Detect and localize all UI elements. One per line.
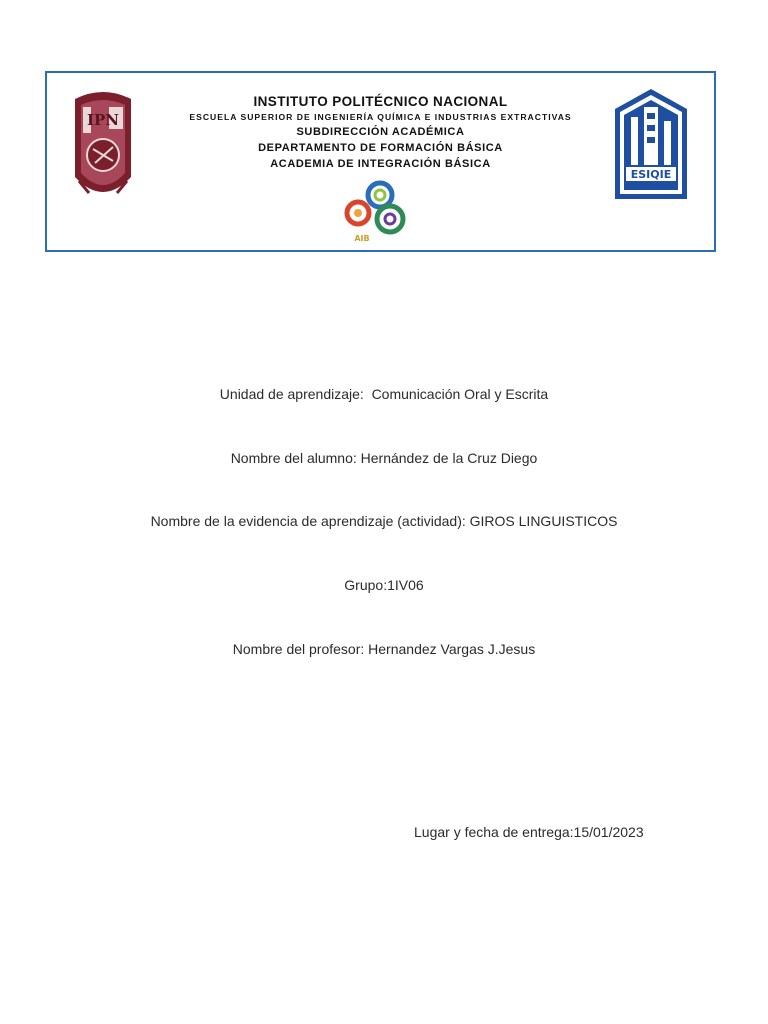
header-text bbox=[147, 93, 614, 172]
department-name: DEPARTAMENTO DE FORMACIÓN BÁSICA bbox=[258, 142, 503, 154]
school-name: ESCUELA SUPERIOR DE INGENIERÍA QUÍMICA E INDUSTRIAS EXTRACTIVAS bbox=[189, 112, 572, 122]
esiqie-logo bbox=[611, 87, 691, 201]
nombre-evidencia: Nombre de la evidencia de aprendizaje (actividad): GIROS LINGUISTICOS bbox=[150, 513, 618, 529]
lugar-fecha-entrega: Lugar y fecha de entrega:15/01/2023 bbox=[414, 824, 644, 840]
unidad-aprendizaje: Unidad de aprendizaje: Comunicación Oral y Escrita bbox=[219, 386, 549, 402]
academy-name: ACADEMIA DE INTEGRACIÓN BÁSICA bbox=[270, 158, 491, 170]
academia-logo bbox=[340, 177, 412, 247]
svg-text:ESIQIE: ESIQIE bbox=[630, 168, 672, 181]
institution-title: INSTITUTO POLITÉCNICO NACIONAL bbox=[253, 94, 508, 109]
svg-text:AIB: AIB bbox=[354, 234, 370, 243]
svg-text:IPN: IPN bbox=[86, 111, 120, 129]
grupo: Grupo:1IV06 bbox=[344, 577, 424, 593]
header-box bbox=[45, 71, 716, 252]
nombre-profesor: Nombre del profesor: Hernandez Vargas J.Jesus bbox=[232, 641, 536, 657]
ipn-logo bbox=[69, 89, 137, 203]
subdirection-name: SUBDIRECCIÓN ACADÉMICA bbox=[296, 126, 465, 138]
nombre-alumno: Nombre del alumno: Hernández de la Cruz Diego bbox=[230, 450, 538, 466]
